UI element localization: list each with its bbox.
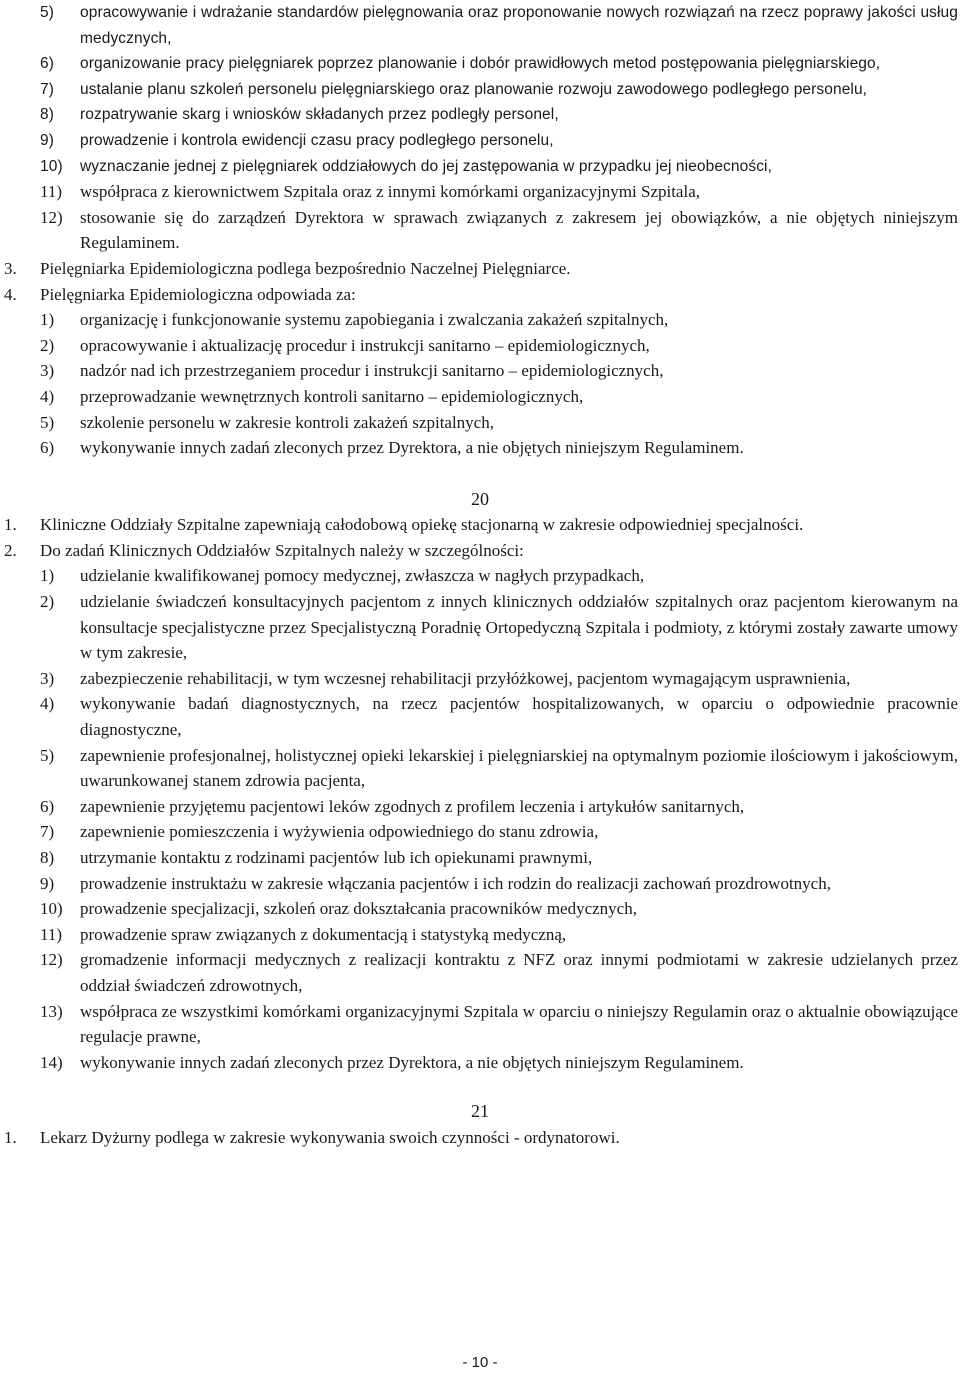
epidemiology-duties-list [0,307,960,461]
list-item-number: 8) [40,848,55,867]
list-item [0,384,960,410]
list-item-text: stosowanie się do zarządzeń Dyrektora w sprawach związanych z zakresem jej obowiązków, a nie objętych niniejszym Regulaminem. [80,207,958,253]
list-item-text: zapewnienie pomieszczenia i wyżywienia odpowiedniego do stanu zdrowia, [80,822,599,842]
list-item-text: utrzymanie kontaktu z rodzinami pacjentów lub ich opiekunami prawnymi, [80,848,593,867]
list-item-number: 5) [40,4,54,21]
list-item-number: 4) [40,386,55,406]
list-item-text: wyznaczanie jednej z pielęgniarek oddziałowych do jej zastępowania w przypadku jej nieobecności, [80,157,773,175]
list-item [0,589,960,666]
paragraph-number: 3. [4,258,17,278]
paragraph-text: Lekarz Dyżurny podlega w zakresie wykonywania swoich czynności - ordynatorowi. [40,1127,620,1147]
list-item-text: organizację i funkcjonowanie systemu zapobiegania i zwalczania zakażeń szpitalnych, [80,310,669,330]
page-number-footer: - 10 - [462,1354,498,1371]
list-item [0,896,960,922]
list-item-number: 7) [40,80,54,98]
list-item-text: ustalanie planu szkoleń personelu pielęgniarskiego oraz planowanie rozwoju zawodowego podległego personelu, [80,80,868,98]
list-item-text: wykonywanie innych zadań zleconych przez Dyrektora, a nie objętych niniejszym Regulaminem. [80,1052,744,1072]
duties-list-continued [0,0,960,256]
list-item [0,999,960,1050]
list-item [0,0,960,51]
list-item-number: 7) [40,822,55,842]
paragraph-text: Kliniczne Oddziały Szpitalne zapewniają całodobową opiekę stacjonarną w zakresie odpowiedniej specjalności. [40,515,804,535]
list-item [0,77,960,103]
list-item-text: nadzór nad ich przestrzeganiem procedur i instrukcji sanitarno – epidemiologicznych, [80,361,664,381]
list-item-number: 12) [40,950,63,970]
list-item [0,307,960,333]
list-item-text: opracowywanie i aktualizację procedur i instrukcji sanitarno – epidemiologicznych, [80,335,650,355]
list-item-text: opracowywanie i wdrażanie standardów pielęgnowania oraz proponowanie nowych rozwiązań na rzecz poprawy jakości usług medycznych, [80,4,958,47]
list-item-number: 3) [40,361,55,381]
list-item-number: 1) [40,566,55,586]
list-item-text: udzielanie świadczeń konsultacyjnych pacjentom z innych klinicznych oddziałów szpitalnych oraz pacjentom kierowanym na konsultacje specjalistyczne przez Specjalistyczną Poradnię Ortopedyczną Szpitala i podmioty, z którymi zostały zawarte umowy w tym zakresie, [80,592,958,663]
section-heading-20: 20 [471,488,489,509]
list-item [0,563,960,589]
paragraph-number: 1. [4,1127,17,1147]
list-item-number: 5) [40,745,55,765]
list-item-number: 6) [40,438,55,458]
list-item [0,333,960,359]
list-item-text: współpraca z kierownictwem Szpitala oraz z innymi komórkami organizacyjnymi Szpitala, [80,182,700,202]
list-item-text: wykonywanie badań diagnostycznych, na rzecz pacjentów hospitalizowanych, w oparciu o odpowiednie pracownie diagnostyczne, [80,694,958,740]
list-item-number: 4) [40,694,55,714]
list-item-number: 5) [40,412,55,432]
list-item-number: 9) [40,873,55,893]
list-item [0,922,960,948]
list-item [0,691,960,742]
list-item-text: udzielanie kwalifikowanej pomocy medycznej, zwłaszcza w nagłych przypadkach, [80,566,645,586]
list-item-number: 6) [40,55,54,73]
list-item-number: 10) [40,157,63,175]
clinical-wards-tasks-list [0,563,960,1075]
list-item-number: 14) [40,1052,63,1072]
list-item [0,845,960,871]
list-item [0,154,960,180]
list-item-text: prowadzenie i kontrola ewidencji czasu pracy podległego personelu, [80,131,554,149]
list-item-number: 3) [40,668,55,688]
list-item-number: 9) [40,131,54,149]
list-item [0,666,960,692]
paragraph-number: 4. [4,284,17,304]
list-item-number: 6) [40,796,55,816]
list-item-text: przeprowadzanie wewnętrznych kontroli sanitarno – epidemiologicznych, [80,386,584,406]
list-item-text: współpraca ze wszystkimi komórkami organizacyjnymi Szpitala w oparciu o niniejszy Regulamin oraz o aktualnie obowiązujące regulacje prawne, [80,1001,958,1047]
list-item-text: prowadzenie instruktażu w zakresie włączania pacjentów i ich rodzin do realizacji zachowań prozdrowotnych, [80,873,831,893]
list-item [0,819,960,845]
section21-paragraph-1 [0,1125,960,1151]
list-item-text: zapewnienie przyjętemu pacjentowi leków zgodnych z profilem leczenia i artykułów sanitarnych, [80,796,745,816]
section-heading-21: 21 [471,1101,489,1122]
paragraph-text: Do zadań Klinicznych Oddziałów Szpitalnych należy w szczególności: [40,540,524,560]
list-item-text: gromadzenie informacji medycznych z realizacji kontraktu z NFZ oraz innymi podmiotami w zakresie udzielanych przez oddział świadczeń zdrowotnych, [80,950,958,995]
list-item [0,435,960,461]
paragraph-number: 2. [4,540,17,560]
section20-paragraph-1 [0,512,960,538]
paragraph-text: Pielęgniarka Epidemiologiczna odpowiada za: [40,284,356,304]
list-item-text: zapewnienie profesjonalnej, holistycznej opieki lekarskiej i pielęgniarskiej na optymalnym poziomie ilościowym i jakościowym, uwarunkowanej stanem zdrowia pacjenta, [80,745,958,791]
list-item [0,51,960,77]
list-item-text: rozpatrywanie skarg i wniosków składanych przez podległy personel, [80,106,559,124]
list-item-text: prowadzenie spraw związanych z dokumentacją i statystyką medyczną, [80,924,567,944]
list-item [0,871,960,897]
list-item-number: 1) [40,310,55,330]
list-item [0,205,960,256]
paragraph-text: Pielęgniarka Epidemiologiczna podlega bezpośrednio Naczelnej Pielęgniarce. [40,258,571,278]
list-item-number: 2) [40,335,55,355]
list-item-number: 12) [40,207,63,227]
list-item [0,1050,960,1076]
paragraph-3 [0,256,960,282]
list-item [0,128,960,154]
list-item-text: zabezpieczenie rehabilitacji, w tym wczesnej rehabilitacji przyłóżkowej, pacjentom wymagającym usprawnienia, [80,668,851,688]
list-item-text: wykonywanie innych zadań zleconych przez Dyrektora, a nie objętych niniejszym Regulaminem. [80,438,744,458]
list-item-number: 11) [40,182,63,202]
list-item [0,947,960,998]
list-item-number: 8) [40,106,54,124]
list-item-number: 10) [40,899,63,919]
list-item [0,358,960,384]
list-item-number: 13) [40,1001,63,1021]
list-item [0,743,960,794]
list-item [0,794,960,820]
paragraph-number: 1. [4,515,17,535]
list-item-number: 2) [40,592,55,612]
list-item [0,102,960,128]
list-item [0,179,960,205]
list-item-text: organizowanie pracy pielęgniarek poprzez planowanie i dobór prawidłowych metod postępowania pielęgniarskiego, [80,55,881,73]
list-item [0,410,960,436]
list-item-text: prowadzenie specjalizacji, szkoleń oraz dokształcania pracowników medycznych, [80,899,637,919]
list-item-number: 11) [40,924,63,944]
paragraph-4 [0,282,960,308]
list-item-text: szkolenie personelu w zakresie kontroli zakażeń szpitalnych, [80,412,494,432]
section20-paragraph-2 [0,538,960,564]
